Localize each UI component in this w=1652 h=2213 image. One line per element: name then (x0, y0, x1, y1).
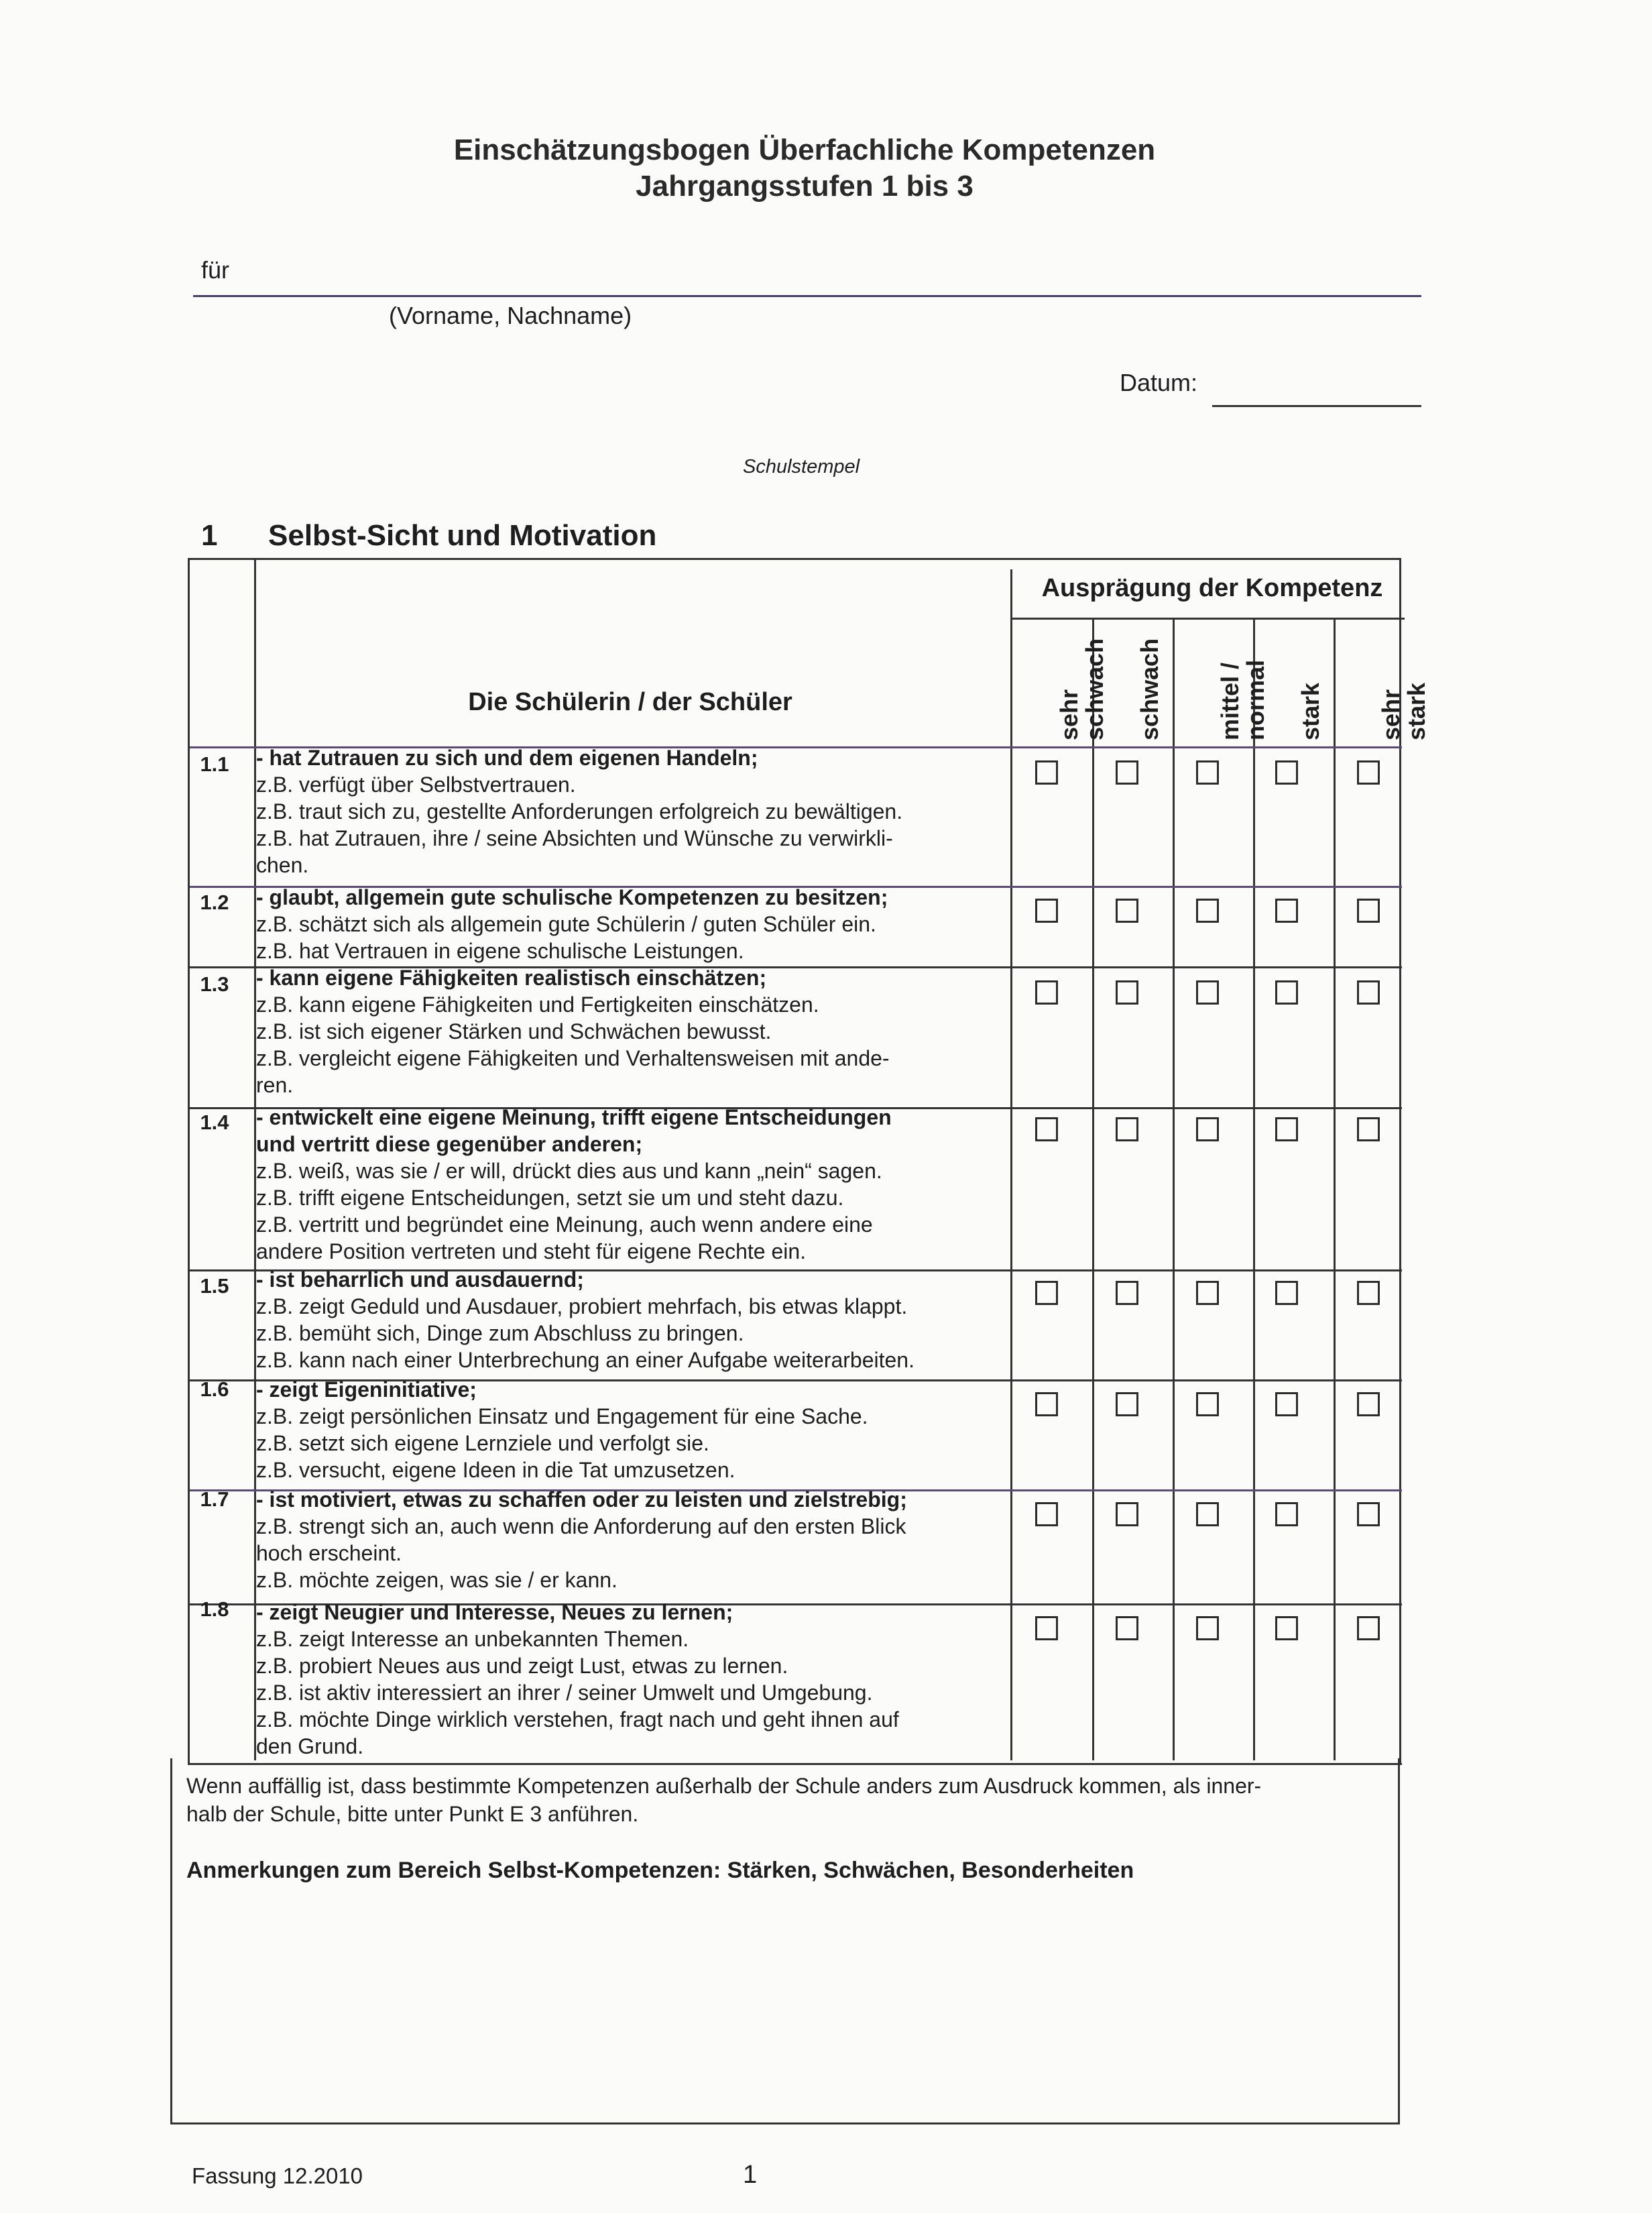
school-stamp-label: Schulstempel (743, 456, 860, 477)
checkbox-sehr-schwach[interactable] (1035, 760, 1058, 785)
section-title: Selbst-Sicht und Motivation (268, 519, 657, 552)
row-number: 1.4 (200, 1111, 229, 1134)
name-line[interactable] (193, 295, 1421, 297)
checkbox-stark[interactable] (1275, 1281, 1298, 1305)
checkbox-schwach[interactable] (1116, 1392, 1138, 1416)
row-number: 1.8 (200, 1597, 229, 1621)
student-column-header: Die Schülerin / der Schüler (468, 688, 792, 716)
checkbox-stark[interactable] (1275, 1117, 1298, 1141)
checkbox-mittel-normal[interactable] (1196, 760, 1219, 785)
row-number: 1.1 (200, 752, 229, 776)
row-number: 1.7 (200, 1487, 229, 1511)
checkbox-mittel-normal[interactable] (1196, 1616, 1219, 1640)
note-line: halb der Schule, bitte unter Punkt E 3 anführen. (186, 1802, 639, 1826)
checkbox-mittel-normal[interactable] (1196, 980, 1219, 1005)
checkbox-sehr-schwach[interactable] (1035, 1616, 1058, 1640)
checkbox-stark[interactable] (1275, 980, 1298, 1005)
row-example: ren. (256, 1073, 294, 1097)
competence-row-1-1 (256, 744, 1000, 878)
checkbox-mittel-normal[interactable] (1196, 1117, 1219, 1141)
row-heading: - ist beharrlich und ausdauernd; (256, 1267, 584, 1292)
checkbox-stark[interactable] (1275, 899, 1298, 923)
note-line: Wenn auffällig ist, dass bestimmte Kompetenzen außerhalb der Schule anders zum Ausdruck kommen, als inner- (186, 1774, 1262, 1798)
column-header-sehr-schwach: sehr schwach (1055, 638, 1108, 740)
competence-row-1-5 (256, 1266, 1000, 1373)
checkbox-mittel-normal[interactable] (1196, 1281, 1219, 1305)
row-example: z.B. kann eigene Fähigkeiten und Fertigkeiten einschätzen. (256, 992, 819, 1017)
competence-row-1-3 (256, 964, 1000, 1098)
checkbox-sehr-schwach[interactable] (1035, 1117, 1058, 1141)
fuer-label: für (201, 256, 230, 284)
datum-label: Datum: (1120, 369, 1198, 396)
row-heading: - ist motiviert, etwas zu schaffen oder zu leisten und zielstrebig; (256, 1487, 907, 1512)
competence-row-1-4 (256, 1104, 1000, 1265)
row-example: z.B. strengt sich an, auch wenn die Anforderung auf den ersten Blick (256, 1514, 906, 1538)
checkbox-stark[interactable] (1275, 1502, 1298, 1526)
row-example: z.B. zeigt Interesse an unbekannten Themen. (256, 1627, 689, 1651)
checkbox-schwach[interactable] (1116, 1502, 1138, 1526)
checkbox-sehr-stark[interactable] (1357, 1117, 1380, 1141)
competence-row-1-7 (256, 1486, 1000, 1593)
row-example: den Grund. (256, 1734, 364, 1758)
row-example: z.B. ist aktiv interessiert an ihrer / seiner Umwelt und Umgebung. (256, 1681, 873, 1705)
row-heading-continued: und vertritt diese gegenüber anderen; (256, 1132, 643, 1156)
row-example: z.B. zeigt persönlichen Einsatz und Engagement für eine Sache. (256, 1404, 868, 1428)
row-example: z.B. trifft eigene Entscheidungen, setzt sie um und steht dazu. (256, 1186, 844, 1210)
row-heading: - hat Zutrauen zu sich und dem eigenen Handeln; (256, 746, 758, 770)
row-example: z.B. probiert Neues aus und zeigt Lust, etwas zu lernen. (256, 1654, 788, 1678)
row-example: z.B. zeigt Geduld und Ausdauer, probiert mehrfach, bis etwas klappt. (256, 1294, 908, 1318)
checkbox-sehr-stark[interactable] (1357, 1616, 1380, 1640)
checkbox-schwach[interactable] (1116, 1117, 1138, 1141)
checkbox-sehr-stark[interactable] (1357, 980, 1380, 1005)
row-example: chen. (256, 853, 309, 877)
row-example: z.B. vertritt und begründet eine Meinung, auch wenn andere eine (256, 1212, 873, 1237)
checkbox-sehr-stark[interactable] (1357, 760, 1380, 785)
checkbox-schwach[interactable] (1116, 1281, 1138, 1305)
checkbox-stark[interactable] (1275, 760, 1298, 785)
row-example: z.B. schätzt sich als allgemein gute Schülerin / guten Schüler ein. (256, 912, 876, 936)
remarks-label: Anmerkungen zum Bereich Selbst-Kompetenzen: Stärken, Schwächen, Besonderheiten (186, 1858, 1134, 1883)
checkbox-schwach[interactable] (1116, 899, 1138, 923)
checkbox-sehr-schwach[interactable] (1035, 1392, 1058, 1416)
row-heading: - entwickelt eine eigene Meinung, trifft eigene Entscheidungen (256, 1105, 892, 1129)
checkbox-sehr-stark[interactable] (1357, 1502, 1380, 1526)
row-example: z.B. verfügt über Selbstvertrauen. (256, 773, 576, 797)
checkbox-mittel-normal[interactable] (1196, 1392, 1219, 1416)
checkbox-sehr-schwach[interactable] (1035, 980, 1058, 1005)
note-text (186, 1772, 1413, 1828)
row-heading: - glaubt, allgemein gute schulische Kompetenzen zu besitzen; (256, 885, 888, 909)
checkbox-stark[interactable] (1275, 1392, 1298, 1416)
checkbox-schwach[interactable] (1116, 1616, 1138, 1640)
competence-row-1-2 (256, 884, 1000, 964)
version-label: Fassung 12.2010 (192, 2163, 363, 2188)
page-number: 1 (743, 2161, 758, 2189)
section-number: 1 (201, 519, 218, 552)
row-example: z.B. möchte zeigen, was sie / er kann. (256, 1568, 617, 1592)
checkbox-schwach[interactable] (1116, 760, 1138, 785)
row-heading: - zeigt Eigeninitiative; (256, 1377, 477, 1402)
row-number: 1.2 (200, 891, 229, 914)
checkbox-stark[interactable] (1275, 1616, 1298, 1640)
checkbox-sehr-schwach[interactable] (1035, 899, 1058, 923)
column-header-schwach: schwach (1136, 638, 1163, 740)
column-header-stark: stark (1297, 682, 1324, 740)
competence-row-1-8 (256, 1599, 1000, 1760)
row-example: z.B. möchte Dinge wirklich verstehen, fragt nach und geht ihnen auf (256, 1707, 899, 1732)
row-example: z.B. ist sich eigener Stärken und Schwächen bewusst. (256, 1019, 772, 1043)
row-example: z.B. vergleicht eigene Fähigkeiten und Verhaltensweisen mit ande- (256, 1046, 890, 1070)
row-heading: - kann eigene Fähigkeiten realistisch einschätzen; (256, 966, 767, 990)
form-title: Einschätzungsbogen Überfachliche Kompetenzen (453, 133, 1156, 166)
row-example: z.B. setzt sich eigene Lernziele und verfolgt sie. (256, 1431, 709, 1455)
row-heading: - zeigt Neugier und Interesse, Neues zu lernen; (256, 1600, 733, 1624)
checkbox-sehr-stark[interactable] (1357, 1392, 1380, 1416)
competence-row-1-6 (256, 1376, 1000, 1483)
name-hint: (Vorname, Nachname) (389, 302, 632, 329)
row-example: z.B. kann nach einer Unterbrechung an einer Aufgabe weiterarbeiten. (256, 1348, 914, 1372)
row-number: 1.3 (200, 972, 229, 996)
datum-line[interactable] (1212, 405, 1421, 407)
row-example: andere Position vertreten und steht für eigene Rechte ein. (256, 1239, 807, 1263)
row-example: z.B. weiß, was sie / er will, drückt dies aus und kann „nein“ sagen. (256, 1159, 882, 1183)
row-number: 1.6 (200, 1377, 229, 1401)
row-example: z.B. hat Zutrauen, ihre / seine Absichten und Wünsche zu verwirkli- (256, 826, 893, 850)
checkbox-sehr-schwach[interactable] (1035, 1502, 1058, 1526)
checkbox-mittel-normal[interactable] (1196, 1502, 1219, 1526)
row-example: z.B. hat Vertrauen in eigene schulische Leistungen. (256, 939, 744, 963)
row-example: z.B. bemüht sich, Dinge zum Abschluss zu bringen. (256, 1321, 744, 1345)
checkbox-sehr-stark[interactable] (1357, 1281, 1380, 1305)
competence-level-header: Ausprägung der Kompetenz (1041, 574, 1383, 602)
row-number: 1.5 (200, 1274, 229, 1298)
checkbox-sehr-schwach[interactable] (1035, 1281, 1058, 1305)
checkbox-mittel-normal[interactable] (1196, 899, 1219, 923)
row-example: z.B. versucht, eigene Ideen in die Tat umzusetzen. (256, 1458, 735, 1482)
row-example: hoch erscheint. (256, 1541, 402, 1565)
checkbox-schwach[interactable] (1116, 980, 1138, 1005)
row-example: z.B. traut sich zu, gestellte Anforderungen erfolgreich zu bewältigen. (256, 799, 903, 824)
checkbox-sehr-stark[interactable] (1357, 899, 1380, 923)
column-header-sehr-stark: sehr stark (1377, 682, 1430, 740)
form-subtitle: Jahrgangsstufen 1 bis 3 (636, 170, 973, 203)
column-header-mittel-normal: mittel / normal (1216, 659, 1269, 740)
